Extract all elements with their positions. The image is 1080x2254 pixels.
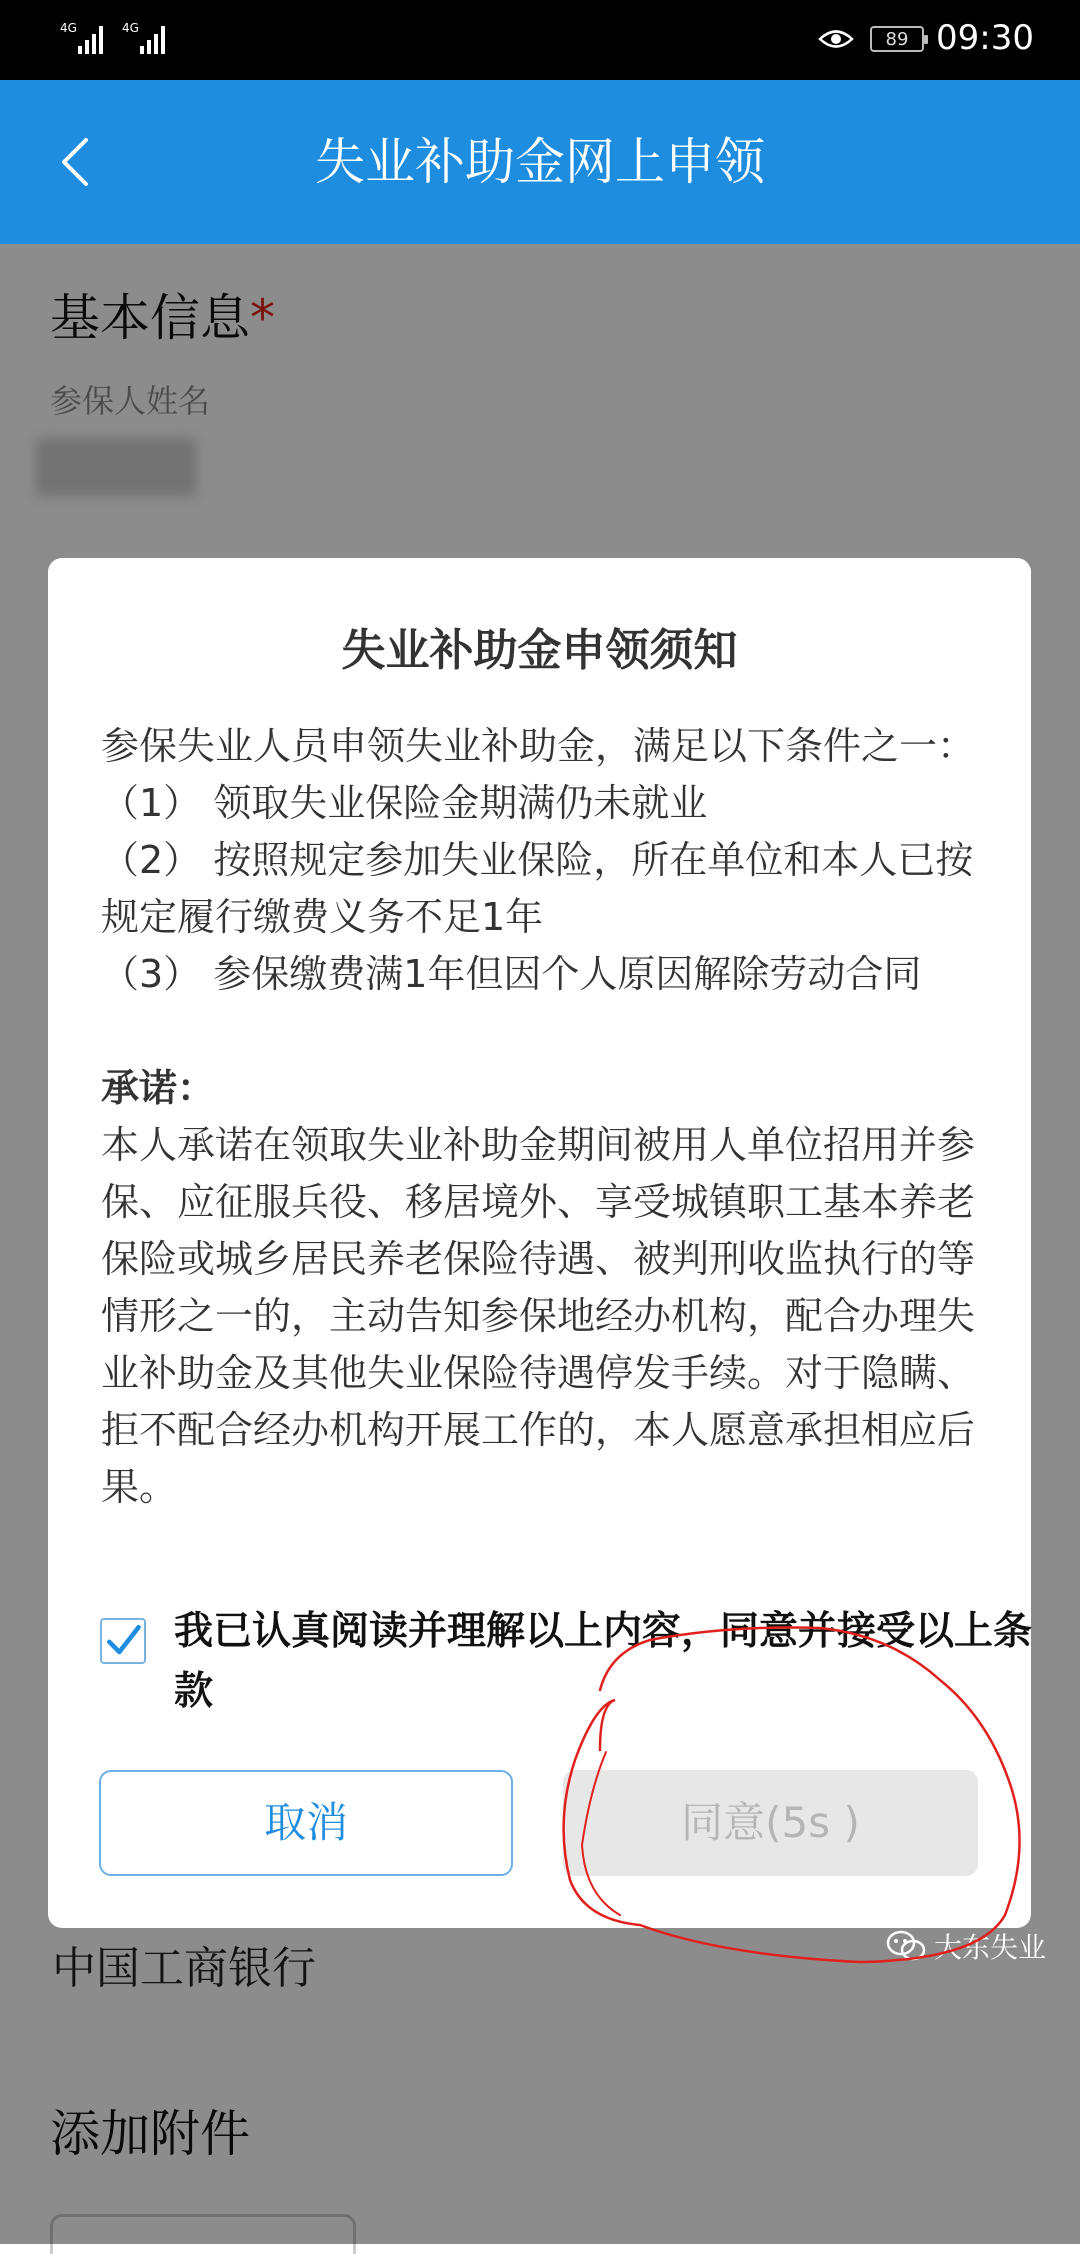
condition-item: （3） 参保缴费满1年但因个人原因解除劳动合同 bbox=[101, 952, 922, 996]
dialog-title: 失业补助金申领须知 bbox=[341, 625, 738, 676]
battery-level: 89 bbox=[885, 28, 909, 50]
section-basic-label: 基本信息 bbox=[50, 289, 250, 347]
checkmark-icon bbox=[102, 1620, 144, 1662]
section-attachment: 添加附件 bbox=[50, 2105, 250, 2163]
wechat-icon bbox=[886, 1930, 926, 1962]
watermark bbox=[886, 1926, 1046, 1966]
network-type-2: 4G bbox=[122, 21, 139, 35]
required-mark: * bbox=[250, 289, 275, 347]
battery-icon bbox=[870, 26, 924, 52]
agree-checkbox[interactable] bbox=[100, 1618, 146, 1664]
app-bar bbox=[0, 80, 1080, 244]
agree-button[interactable]: 同意(5s ) bbox=[563, 1770, 978, 1876]
clock: 09:30 bbox=[936, 18, 1034, 58]
page-title: 失业补助金网上申领 bbox=[315, 133, 765, 191]
insured-name-label: 参保人姓名 bbox=[50, 382, 211, 420]
promise-text: 本人承诺在领取失业补助金期间被用人单位招用并参保、应征服兵役、移居境外、享受城镇职工基本养老保险或城乡居民养老保险待遇、被判刑收监执行的等情形之一的，主动告知参保地经办机构，配合办理失业补助金及其他失业保险待遇停发手续。对于隐瞒、拒不配合经办机构开展工作的，本人愿意承担相应后果。 bbox=[101, 1123, 976, 1509]
eye-comfort-icon bbox=[818, 24, 854, 54]
watermark-text: 大东失业 bbox=[934, 1931, 1047, 1964]
status-bar bbox=[0, 0, 1080, 80]
cancel-button[interactable]: 取消 bbox=[99, 1770, 513, 1876]
network-type-1: 4G bbox=[60, 21, 77, 35]
condition-item: （2） 按照规定参加失业保险，所在单位和本人已按规定履行缴费义务不足1年 bbox=[101, 838, 974, 939]
dialog-intro: 参保失业人员申领失业补助金，满足以下条件之一： bbox=[101, 724, 976, 768]
chevron-left-icon[interactable] bbox=[56, 134, 96, 190]
agree-checkbox-label[interactable]: 我已认真阅读并理解以上内容，同意并接受以上条款 bbox=[174, 1609, 1033, 1714]
bank-value[interactable]: 中国工商银行 bbox=[52, 1943, 316, 1994]
notice-dialog bbox=[48, 558, 1031, 1928]
promise-heading: 承诺： bbox=[101, 1066, 216, 1110]
dialog-body bbox=[101, 718, 981, 1516]
condition-item: （1） 领取失业保险金期满仍未就业 bbox=[101, 781, 708, 825]
